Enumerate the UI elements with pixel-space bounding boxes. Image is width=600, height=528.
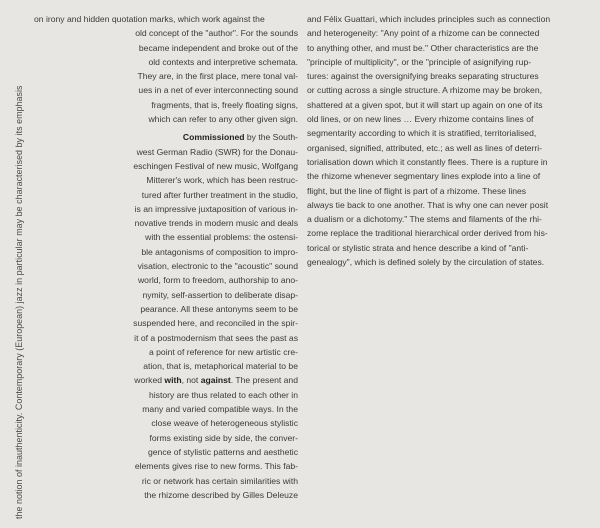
text-line: a point of reference for new artistic cre- xyxy=(148,346,298,357)
text-line: nymity, self-assertion to deliberate disap- xyxy=(142,289,298,300)
text-line: ation, that is, metaphorical material to be xyxy=(143,361,298,372)
text-line: eschingen Festival of new music, Wolfgang xyxy=(133,160,298,171)
text-line: which can refer to any other given sign. xyxy=(148,114,298,125)
text-line: west German Radio (SWR) for the Donau- xyxy=(136,146,298,157)
text-line: tures: against the oversignifying breaks separating structures xyxy=(307,71,539,82)
text-line: genealogy", which is defined solely by the circulation of states. xyxy=(307,257,545,268)
text-line: novative trends in modern music and deals xyxy=(134,218,298,229)
text-line: ues in a net of ever interconnecting sound xyxy=(138,85,298,96)
text-line: "principle of multiplicity", or the "principle of asignifying rup- xyxy=(307,56,532,67)
text-line: is an impressive juxtaposition of various in- xyxy=(134,203,298,214)
text-line: or cutting across a single structure. A rhizome may be broken, xyxy=(307,85,543,96)
text-line: the rhizome described by Gilles Deleuze xyxy=(144,489,298,500)
text-line: ric or network has certain similarities with xyxy=(141,475,298,486)
text-line: pearance. All these antonyms seem to be xyxy=(140,303,298,314)
emphasis-with: with xyxy=(164,375,182,386)
emphasis-against: against xyxy=(200,375,231,386)
text-line: old contexts and interpretive schemata. xyxy=(148,56,298,67)
text-line: zome replace the traditional hierarchical order derived from his- xyxy=(307,228,548,239)
text-column-right xyxy=(307,12,584,269)
text-fragment: by the South- xyxy=(246,132,298,143)
text-line: torical or stylistic strata and hence describe a kind of "anti- xyxy=(307,242,529,253)
text-line: a dualism or a dichotomy." The stems and filaments of the rhi- xyxy=(307,214,542,225)
text-line: They are, in the first place, mere tonal val- xyxy=(137,71,298,82)
text-line: old concept of the "author". For the sounds xyxy=(135,28,298,39)
text-line xyxy=(34,130,298,144)
text-line: elements gives rise to new forms. This fab- xyxy=(134,461,298,472)
text-line: the rhizome whenever segmentary lines explode into a line of xyxy=(307,171,541,182)
text-line: and heterogeneity: "Any point of a rhizome can be connected xyxy=(307,28,540,39)
text-line: many and varied compatible ways. In the xyxy=(142,404,298,415)
commissioned-heading: Commissioned xyxy=(182,132,245,143)
text-line: shattered at a given spot, but it will start up again on one of its xyxy=(307,99,543,110)
text-line: torialisation down which it constantly flees. There is a rupture in xyxy=(307,156,548,167)
text-line: history are thus related to each other in xyxy=(148,389,298,400)
vertical-margin-text xyxy=(8,14,30,519)
text-line: Mitterer's work, which has been restruc- xyxy=(146,175,298,186)
text-line: visation, electronic to the "acoustic" sound xyxy=(137,261,298,272)
text-line: with the essential problems: the ostensi- xyxy=(145,232,298,243)
text-line: on irony and hidden quotation marks, which work against the xyxy=(34,14,265,24)
text-line: ble antagonisms of composition to impro- xyxy=(141,246,298,257)
text-line: close weave of heterogeneous stylistic xyxy=(151,418,298,429)
text-line: flight, but the line of flight is part of a rhizome. These lines xyxy=(307,185,527,196)
text-line: forms existing side by side, the conver- xyxy=(149,432,298,443)
text-line: organised, signified, attributed, etc.; as well as lines of deterri- xyxy=(307,142,543,153)
text-line: gence of stylistic patterns and aesthetic xyxy=(148,446,298,457)
text-line: suspended here, and reconciled in the spir- xyxy=(133,318,298,329)
text-line: old lines, or on new lines … Every rhizome contains lines of xyxy=(307,114,534,125)
vertical-note: the notion of inauthenticity. Contemporary (European) jazz in particular may be characterised by its emphasis xyxy=(14,85,24,519)
text-line: fragments, that is, freely floating signs, xyxy=(151,99,298,110)
text-fragment: , not xyxy=(181,375,201,386)
text-line: and Félix Guattari, which includes principles such as connection xyxy=(307,14,551,24)
text-line: tured after further treatment in the studio, xyxy=(141,189,298,200)
text-column-left xyxy=(34,12,298,502)
text-line xyxy=(34,373,298,387)
text-fragment: worked xyxy=(134,375,165,386)
text-line: always tie back to one another. That is why one can never posit xyxy=(307,199,549,210)
text-line: segmentarity according to which it is stratified, territorialised, xyxy=(307,128,537,139)
text-line: to anything other, and must be." Other characteristics are the xyxy=(307,42,539,53)
text-fragment: . The present and xyxy=(230,375,298,386)
text-line: world, form to freedom, authorship to ano- xyxy=(137,275,298,286)
text-line: became independent and broke out of the xyxy=(138,42,298,53)
text-line: it of a postmodernism that sees the past as xyxy=(134,332,298,343)
